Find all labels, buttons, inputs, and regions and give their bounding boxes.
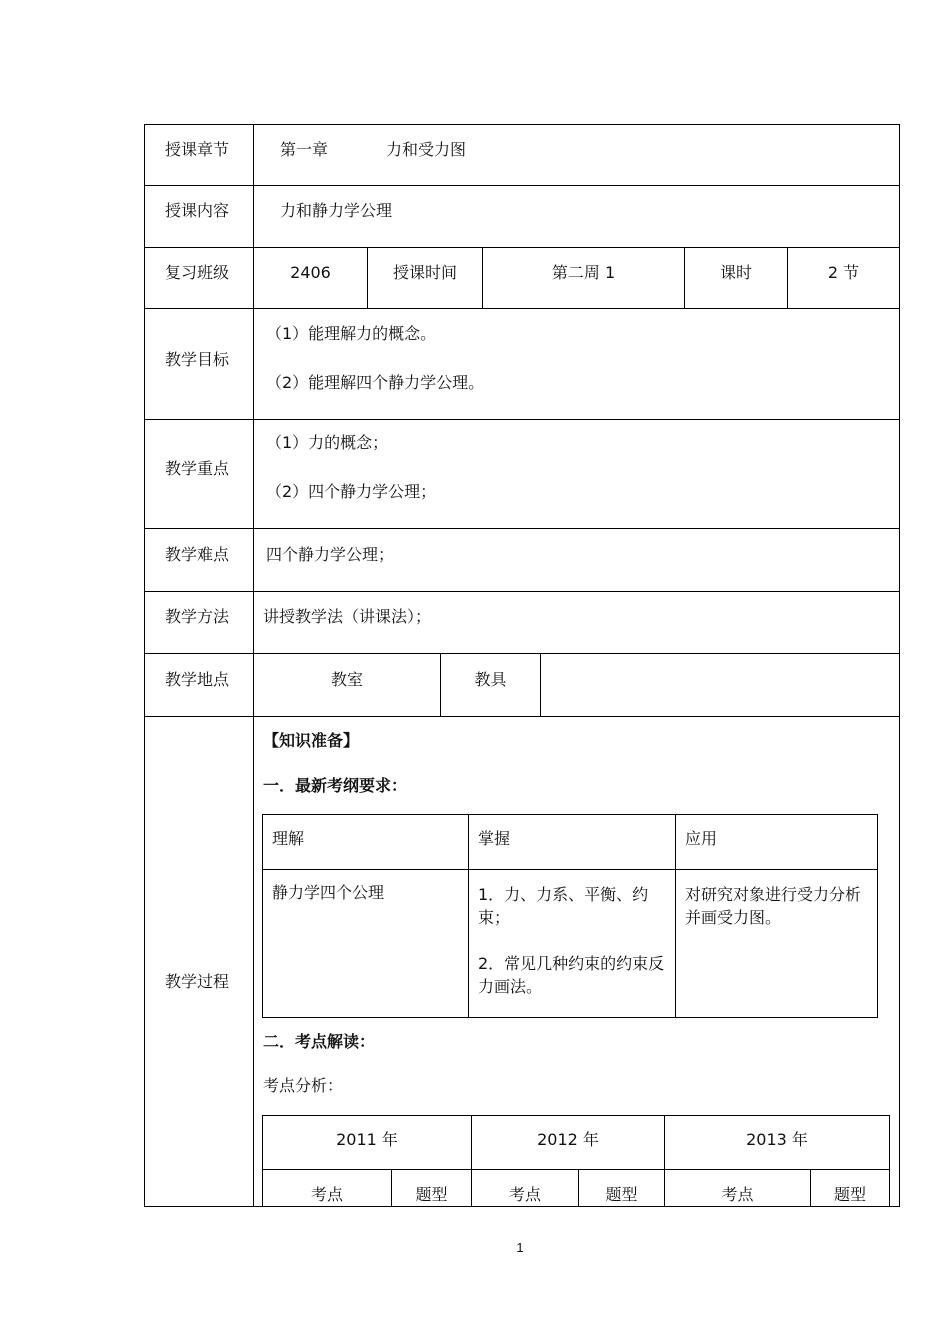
- label-difficulty: 教学难点: [165, 545, 230, 564]
- knowledge-heading: 【知识准备】: [263, 731, 360, 750]
- year-header: 2011 年: [336, 1130, 398, 1149]
- req-header-understand: 理解: [272, 829, 305, 848]
- req-understand-cell: 静力学四个公理: [272, 883, 385, 902]
- place-value: 教室: [330, 670, 363, 689]
- method-value: 讲授教学法（讲课法）；: [263, 607, 432, 626]
- focus-item: （2）四个静力学公理；: [266, 482, 437, 501]
- year-subheader: 考点: [310, 1185, 343, 1204]
- content-value: 力和静力学公理: [280, 201, 393, 220]
- focus-item: （1）力的概念；: [266, 433, 389, 452]
- label-goals: 教学目标: [165, 350, 230, 369]
- year-header: 2013 年: [746, 1130, 808, 1149]
- page-number: 1: [516, 1240, 524, 1255]
- req-master-item: 2．常见几种约束的约束反力画法。: [478, 954, 665, 996]
- analysis-label: 考点分析：: [263, 1076, 344, 1095]
- chapter-title: 力和受力图: [386, 140, 467, 159]
- label-place: 教学地点: [165, 670, 230, 689]
- year-subheader: 考点: [721, 1185, 754, 1204]
- label-process: 教学过程: [165, 972, 230, 991]
- label-time: 授课时间: [392, 263, 457, 282]
- label-class: 复习班级: [165, 263, 230, 282]
- req-header-apply: 应用: [685, 829, 718, 848]
- difficulty-value: 四个静力学公理；: [266, 545, 395, 564]
- label-content: 授课内容: [165, 201, 230, 220]
- year-subheader: 题型: [415, 1185, 448, 1204]
- class-value: 2406: [290, 263, 331, 282]
- label-focus: 教学重点: [165, 459, 230, 478]
- year-subheader: 考点: [508, 1185, 541, 1204]
- year-header: 2012 年: [537, 1130, 599, 1149]
- req-apply-cell: 对研究对象进行受力分析并画受力图。: [685, 885, 862, 927]
- req-master-item: 1．力、力系、平衡、约束；: [478, 885, 649, 927]
- year-subheader: 题型: [833, 1185, 866, 1204]
- year-subheader: 题型: [605, 1185, 638, 1204]
- section1-heading: 一．最新考纲要求：: [263, 776, 408, 795]
- goal-item: （1）能理解力的概念。: [266, 324, 437, 343]
- label-hours: 课时: [719, 263, 752, 282]
- hours-value: 2 节: [827, 263, 860, 282]
- chapter-number: 第一章: [280, 140, 329, 159]
- label-tools: 教具: [474, 670, 507, 689]
- req-header-master: 掌握: [478, 829, 511, 848]
- section2-heading: 二．考点解读：: [263, 1032, 376, 1051]
- label-chapter: 授课章节: [165, 140, 230, 159]
- label-method: 教学方法: [165, 607, 230, 626]
- goal-item: （2）能理解四个静力学公理。: [266, 373, 485, 392]
- time-value: 第二周 1: [551, 263, 616, 282]
